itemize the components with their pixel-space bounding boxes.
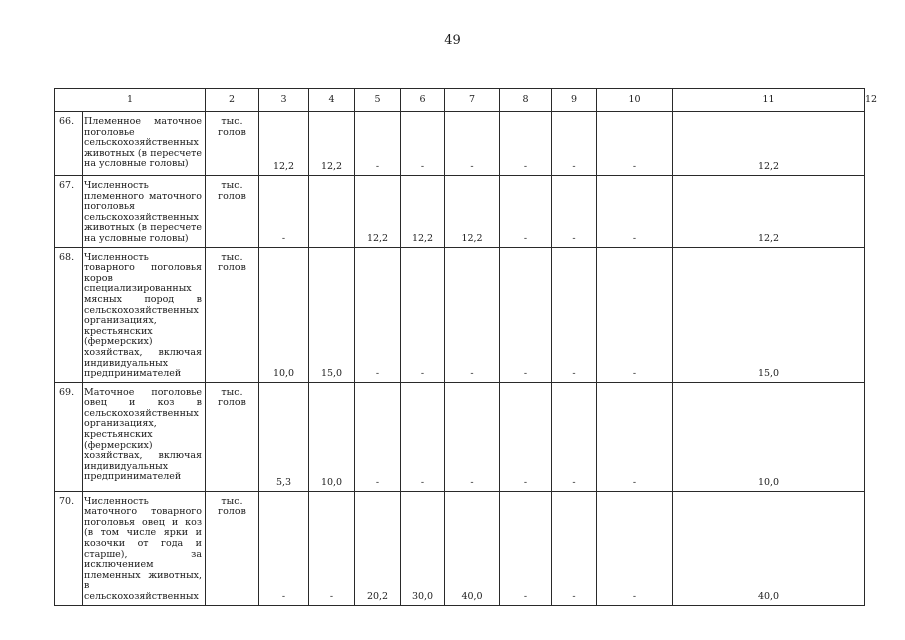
value-cell: -	[309, 491, 355, 605]
value-cell: -	[597, 247, 673, 382]
value-cell: 40,0	[673, 491, 865, 605]
value-cell: 12,2	[673, 112, 865, 176]
value-cell: -	[597, 382, 673, 491]
value-cell: -	[500, 491, 552, 605]
value-cell: 15,0	[673, 247, 865, 382]
value-cell: -	[552, 247, 597, 382]
value-cell: -	[401, 112, 445, 176]
column-header: 1	[55, 89, 206, 112]
column-header: 10	[597, 89, 673, 112]
value-cell: 10,0	[673, 382, 865, 491]
value-cell: -	[445, 382, 500, 491]
value-cell: -	[259, 176, 309, 248]
row-number: 67.	[55, 176, 83, 248]
column-header: 3	[259, 89, 309, 112]
unit-of-measure: тыс. голов	[206, 247, 259, 382]
table-row	[55, 247, 865, 382]
value-cell: 12,2	[309, 112, 355, 176]
value-cell: 5,3	[259, 382, 309, 491]
column-header: 8	[500, 89, 552, 112]
value-cell: -	[500, 247, 552, 382]
column-header: 5	[355, 89, 401, 112]
value-cell: 12,2	[259, 112, 309, 176]
row-number: 69.	[55, 382, 83, 491]
value-cell: 12,2	[401, 176, 445, 248]
value-cell: 20,2	[355, 491, 401, 605]
table-row	[55, 382, 865, 491]
indicator-name: Численность товарного поголовья коров специализированных мясных пород в сельскохозяйственных организациях, крестьянских (фермерских) хозяйствах, включая индивидуальных предпринимателей	[83, 247, 206, 382]
value-cell	[309, 176, 355, 248]
value-cell: 12,2	[355, 176, 401, 248]
unit-of-measure: тыс. голов	[206, 382, 259, 491]
value-cell: 15,0	[309, 247, 355, 382]
value-cell: -	[355, 247, 401, 382]
value-cell: -	[552, 176, 597, 248]
page-number: 49	[444, 33, 461, 48]
table-header-row: 1 2 3 4 5 6 7 8 9 10 11 12	[55, 89, 865, 112]
value-cell: -	[355, 112, 401, 176]
value-cell: -	[500, 112, 552, 176]
value-cell: -	[355, 382, 401, 491]
column-header: 4	[309, 89, 355, 112]
table-row	[55, 112, 865, 176]
value-cell: -	[401, 382, 445, 491]
value-cell: 12,2	[673, 176, 865, 248]
value-cell: -	[445, 112, 500, 176]
row-number: 70.	[55, 491, 83, 605]
value-cell: -	[597, 112, 673, 176]
indicator-name: Племенное маточное поголовье сельскохозяйственных животных (в пересчете на условные головы)	[83, 112, 206, 176]
value-cell: -	[597, 491, 673, 605]
column-header: 2	[206, 89, 259, 112]
value-cell: -	[500, 382, 552, 491]
column-header: 9	[552, 89, 597, 112]
value-cell: 10,0	[309, 382, 355, 491]
row-number: 68.	[55, 247, 83, 382]
indicators-table	[54, 88, 878, 606]
unit-of-measure: тыс. голов	[206, 112, 259, 176]
value-cell: -	[500, 176, 552, 248]
value-cell: -	[552, 112, 597, 176]
value-cell: -	[552, 491, 597, 605]
indicator-name: Маточное поголовье овец и коз в сельскохозяйственных организациях, крестьянских (фермерских) хозяйствах, включая индивидуальных предпринимателей	[83, 382, 206, 491]
row-number: 66.	[55, 112, 83, 176]
indicator-name: Численность племенного маточного поголовья сельскохозяйственных животных (в пересчете на условные головы)	[83, 176, 206, 248]
column-header: 6	[401, 89, 445, 112]
value-cell: -	[597, 176, 673, 248]
value-cell: -	[259, 491, 309, 605]
unit-of-measure: тыс. голов	[206, 176, 259, 248]
value-cell: 10,0	[259, 247, 309, 382]
column-header: 7	[445, 89, 500, 112]
table-row	[55, 491, 865, 605]
value-cell: -	[401, 247, 445, 382]
indicator-name: Численность маточного товарного поголовья овец и коз (в том числе ярки и козочки от года и старше), за исключением племенных животных, в сельскохозяйственных	[83, 491, 206, 605]
value-cell: 40,0	[445, 491, 500, 605]
column-header: 11	[673, 89, 865, 112]
value-cell: -	[552, 382, 597, 491]
value-cell: 30,0	[401, 491, 445, 605]
value-cell: -	[445, 247, 500, 382]
unit-of-measure: тыс. голов	[206, 491, 259, 605]
value-cell: 12,2	[445, 176, 500, 248]
table-row	[55, 176, 865, 248]
